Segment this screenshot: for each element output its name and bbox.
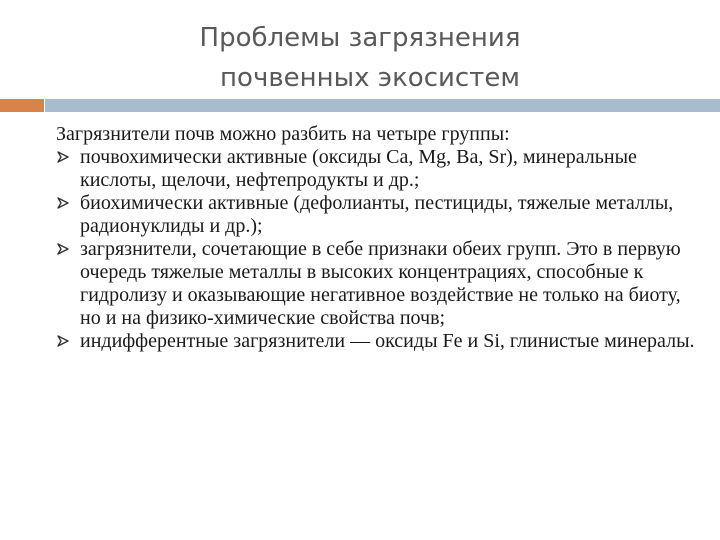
arrowhead-bullet-icon [56, 242, 70, 256]
slide-title [0, 18, 720, 98]
intro-text: Загрязнители почв можно разбить на четыре группы: [56, 123, 510, 145]
list-item [56, 192, 706, 238]
bullet-text: индифферентные загрязнители — оксиды Fe и Si, глинистые минералы. [80, 330, 695, 352]
bullet-text: биохимически активные (дефолианты, пестициды, тяжелые металлы, радионуклиды и др.); [80, 192, 674, 237]
list-item [56, 146, 706, 192]
list-item [56, 330, 706, 353]
arrowhead-bullet-icon [56, 334, 70, 348]
slide-body [56, 123, 706, 353]
bullet-list [56, 146, 706, 353]
divider-accent [0, 99, 44, 112]
list-item [56, 238, 706, 330]
bullet-text: загрязнители, сочетающие в себе признаки обеих групп. Это в первую очередь тяжелые металлы в высоких концентрациях, способные к гидролизу и оказывающие негативное воздействие не только на биоту, но и на физико-химические свойства почв; [80, 238, 681, 329]
arrowhead-bullet-icon [56, 150, 70, 164]
title-line-2: почвенных экосистем [220, 63, 520, 93]
divider-bar [45, 99, 720, 112]
arrowhead-bullet-icon [56, 196, 70, 210]
title-line-1: Проблемы загрязнения [199, 23, 521, 53]
bullet-text: почвохимически активные (оксиды Ca, Mg, Ba, Sr), минеральные кислоты, щелочи, нефтепродукты и др.; [80, 146, 637, 191]
